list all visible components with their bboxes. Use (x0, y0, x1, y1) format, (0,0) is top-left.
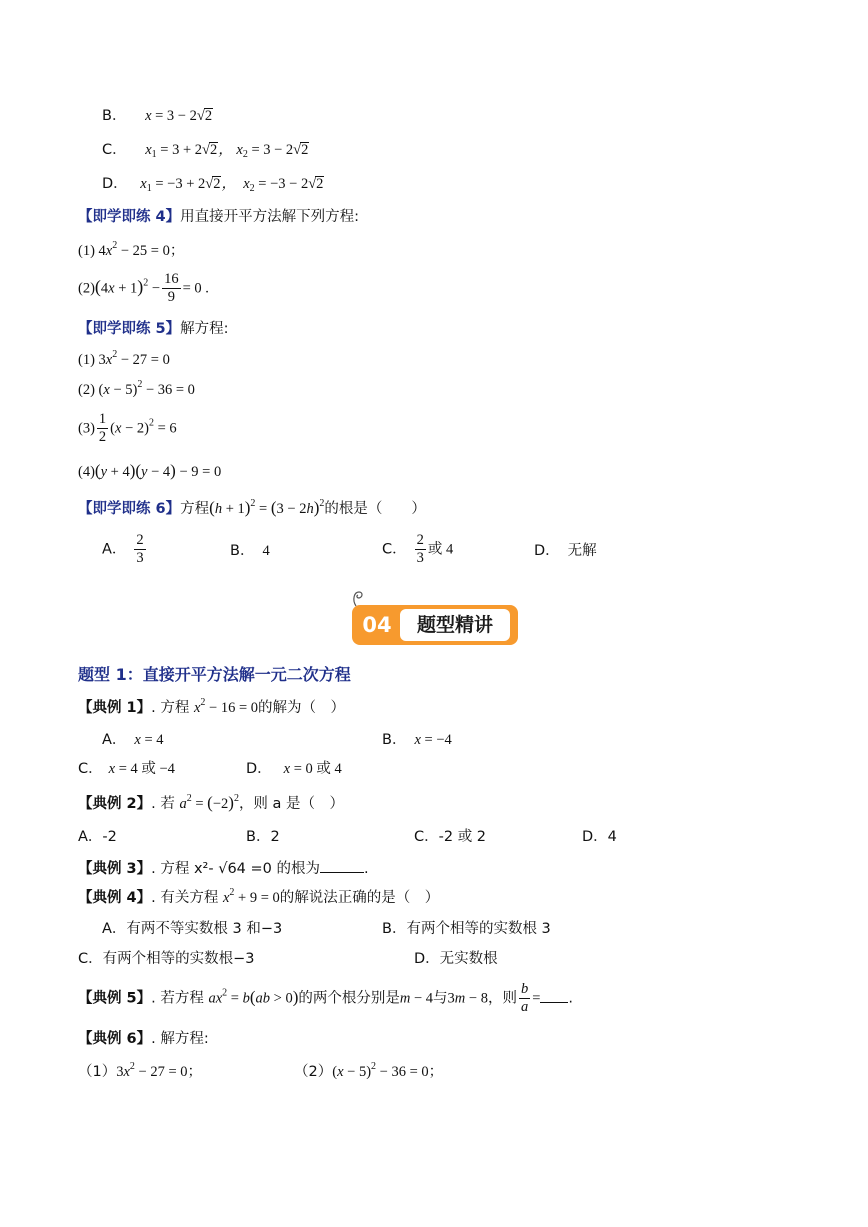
practice-6-option-c: C． $\frac{2}{3}$ 或 4 (382, 532, 454, 567)
example-6-item-1: $(1)3x^2 - 27 = 0$； (78, 1061, 203, 1080)
example-4-option-c: C．有两个相等的实数根−3 (78, 951, 255, 967)
practice-5-item-1: (1) $3x^2 - 27 = 0$ (78, 349, 170, 368)
practice-text: 用直接开平方法解下列方程: (180, 209, 360, 225)
example-1-option-b: B． x = −4 (382, 732, 452, 748)
banner-number: 04 (362, 613, 392, 637)
example-4-option-a: A．有两不等实数根 3 和−3 (102, 921, 283, 937)
option-label: B． (102, 108, 127, 124)
example-1-option-d: D． x = 0 或 4 (246, 761, 342, 777)
answer-blank (540, 990, 568, 1003)
option-b-top (102, 108, 213, 125)
practice-text: 解方程: (180, 321, 229, 337)
section-banner (352, 600, 518, 646)
practice-tag: 【即学即练 6】 (78, 501, 181, 517)
example-2-option-d: D．4 (582, 829, 617, 845)
option-label: C． (102, 142, 127, 158)
option-d-equation: $x_1 = -3 + 2√2$， $x_2 = -3 - 2√2$ (140, 176, 324, 194)
example-4-option-d: D．无实数根 (414, 951, 498, 967)
example-3-title: 【典例 3】. 方程 x²- √64 =0 的根为 . (78, 861, 369, 877)
answer-blank (320, 860, 364, 873)
example-4-option-b: B．有两个相等的实数根 3 (382, 921, 551, 937)
example-6-item-2: $(2)(x - 5)^2 - 36 = 0$； (294, 1061, 444, 1080)
practice-tag: 【即学即练 4】 (78, 209, 181, 225)
example-2-option-a: A．-2 (78, 829, 117, 845)
option-label: D． (102, 176, 128, 192)
practice-6-title: 【即学即练 6】方程$(h + 1)^2 = (3 - 2h)^2$的根是（ ） (78, 498, 426, 517)
practice-5-item-3: (3) $\frac{1}{2}$ $(x - 2)^2 = 6$ (78, 411, 177, 446)
practice-5-item-2: (2) $(x - 5)^2 - 36 = 0$ (78, 379, 195, 398)
practice-4-item-1: (1) $4x^2 - 25 = 0$； (78, 240, 185, 259)
example-4-title: 【典例 4】. 有关方程 $x^2 + 9 = 0$的解说法正确的是（ ） (78, 887, 440, 906)
option-c-equation: $x_1 = 3 + 2√2$， $x_2 = 3 - 2√2$ (145, 142, 309, 160)
banner-title: 题型精讲 (400, 609, 510, 641)
example-1-option-c: C． x = 4 或 −4 (78, 761, 175, 777)
practice-tag: 【即学即练 5】 (78, 321, 181, 337)
practice-5-item-4: (4)(y + 4)(y − 4) − 9 = 0 (78, 461, 222, 480)
practice-6-option-b: B． 4 (230, 543, 270, 559)
practice-4-title (78, 210, 359, 225)
section-heading: 题型 1：直接开平方法解一元二次方程 (78, 665, 351, 684)
example-2-option-c: C．-2 或 2 (414, 829, 487, 845)
option-b-equation: x = 3 − 2√2 (145, 108, 213, 124)
example-2-title: 【典例 2】. 若 $a^2 = (-2)^2$，则 a 是（ ） (78, 793, 345, 812)
practice-5-title (78, 322, 229, 337)
example-2-option-b: B．2 (246, 829, 280, 845)
example-1-title: 【典例 1】. 方程 $x^2 - 16 = 0$的解为（ ） (78, 697, 346, 716)
option-d-top (102, 176, 324, 193)
example-5-title: 【典例 5】. 若方程 $ax^2 = b(ab > 0)$的两个根分别是m − 4与3m − 8，则 $\frac{b}{a}$ = . (78, 981, 574, 1016)
example-6-title: 【典例 6】. 解方程: (78, 1031, 209, 1047)
practice-6-option-a: A． $\frac{2}{3}$ (102, 532, 144, 567)
option-c-top (102, 142, 309, 159)
example-1-option-a: A． x = 4 (102, 732, 164, 748)
practice-6-option-d: D． 无解 (534, 543, 597, 559)
practice-4-item-2: $(2)(4x + 1)^2$ − $\frac{16}{9}$ = 0 . (78, 271, 209, 306)
